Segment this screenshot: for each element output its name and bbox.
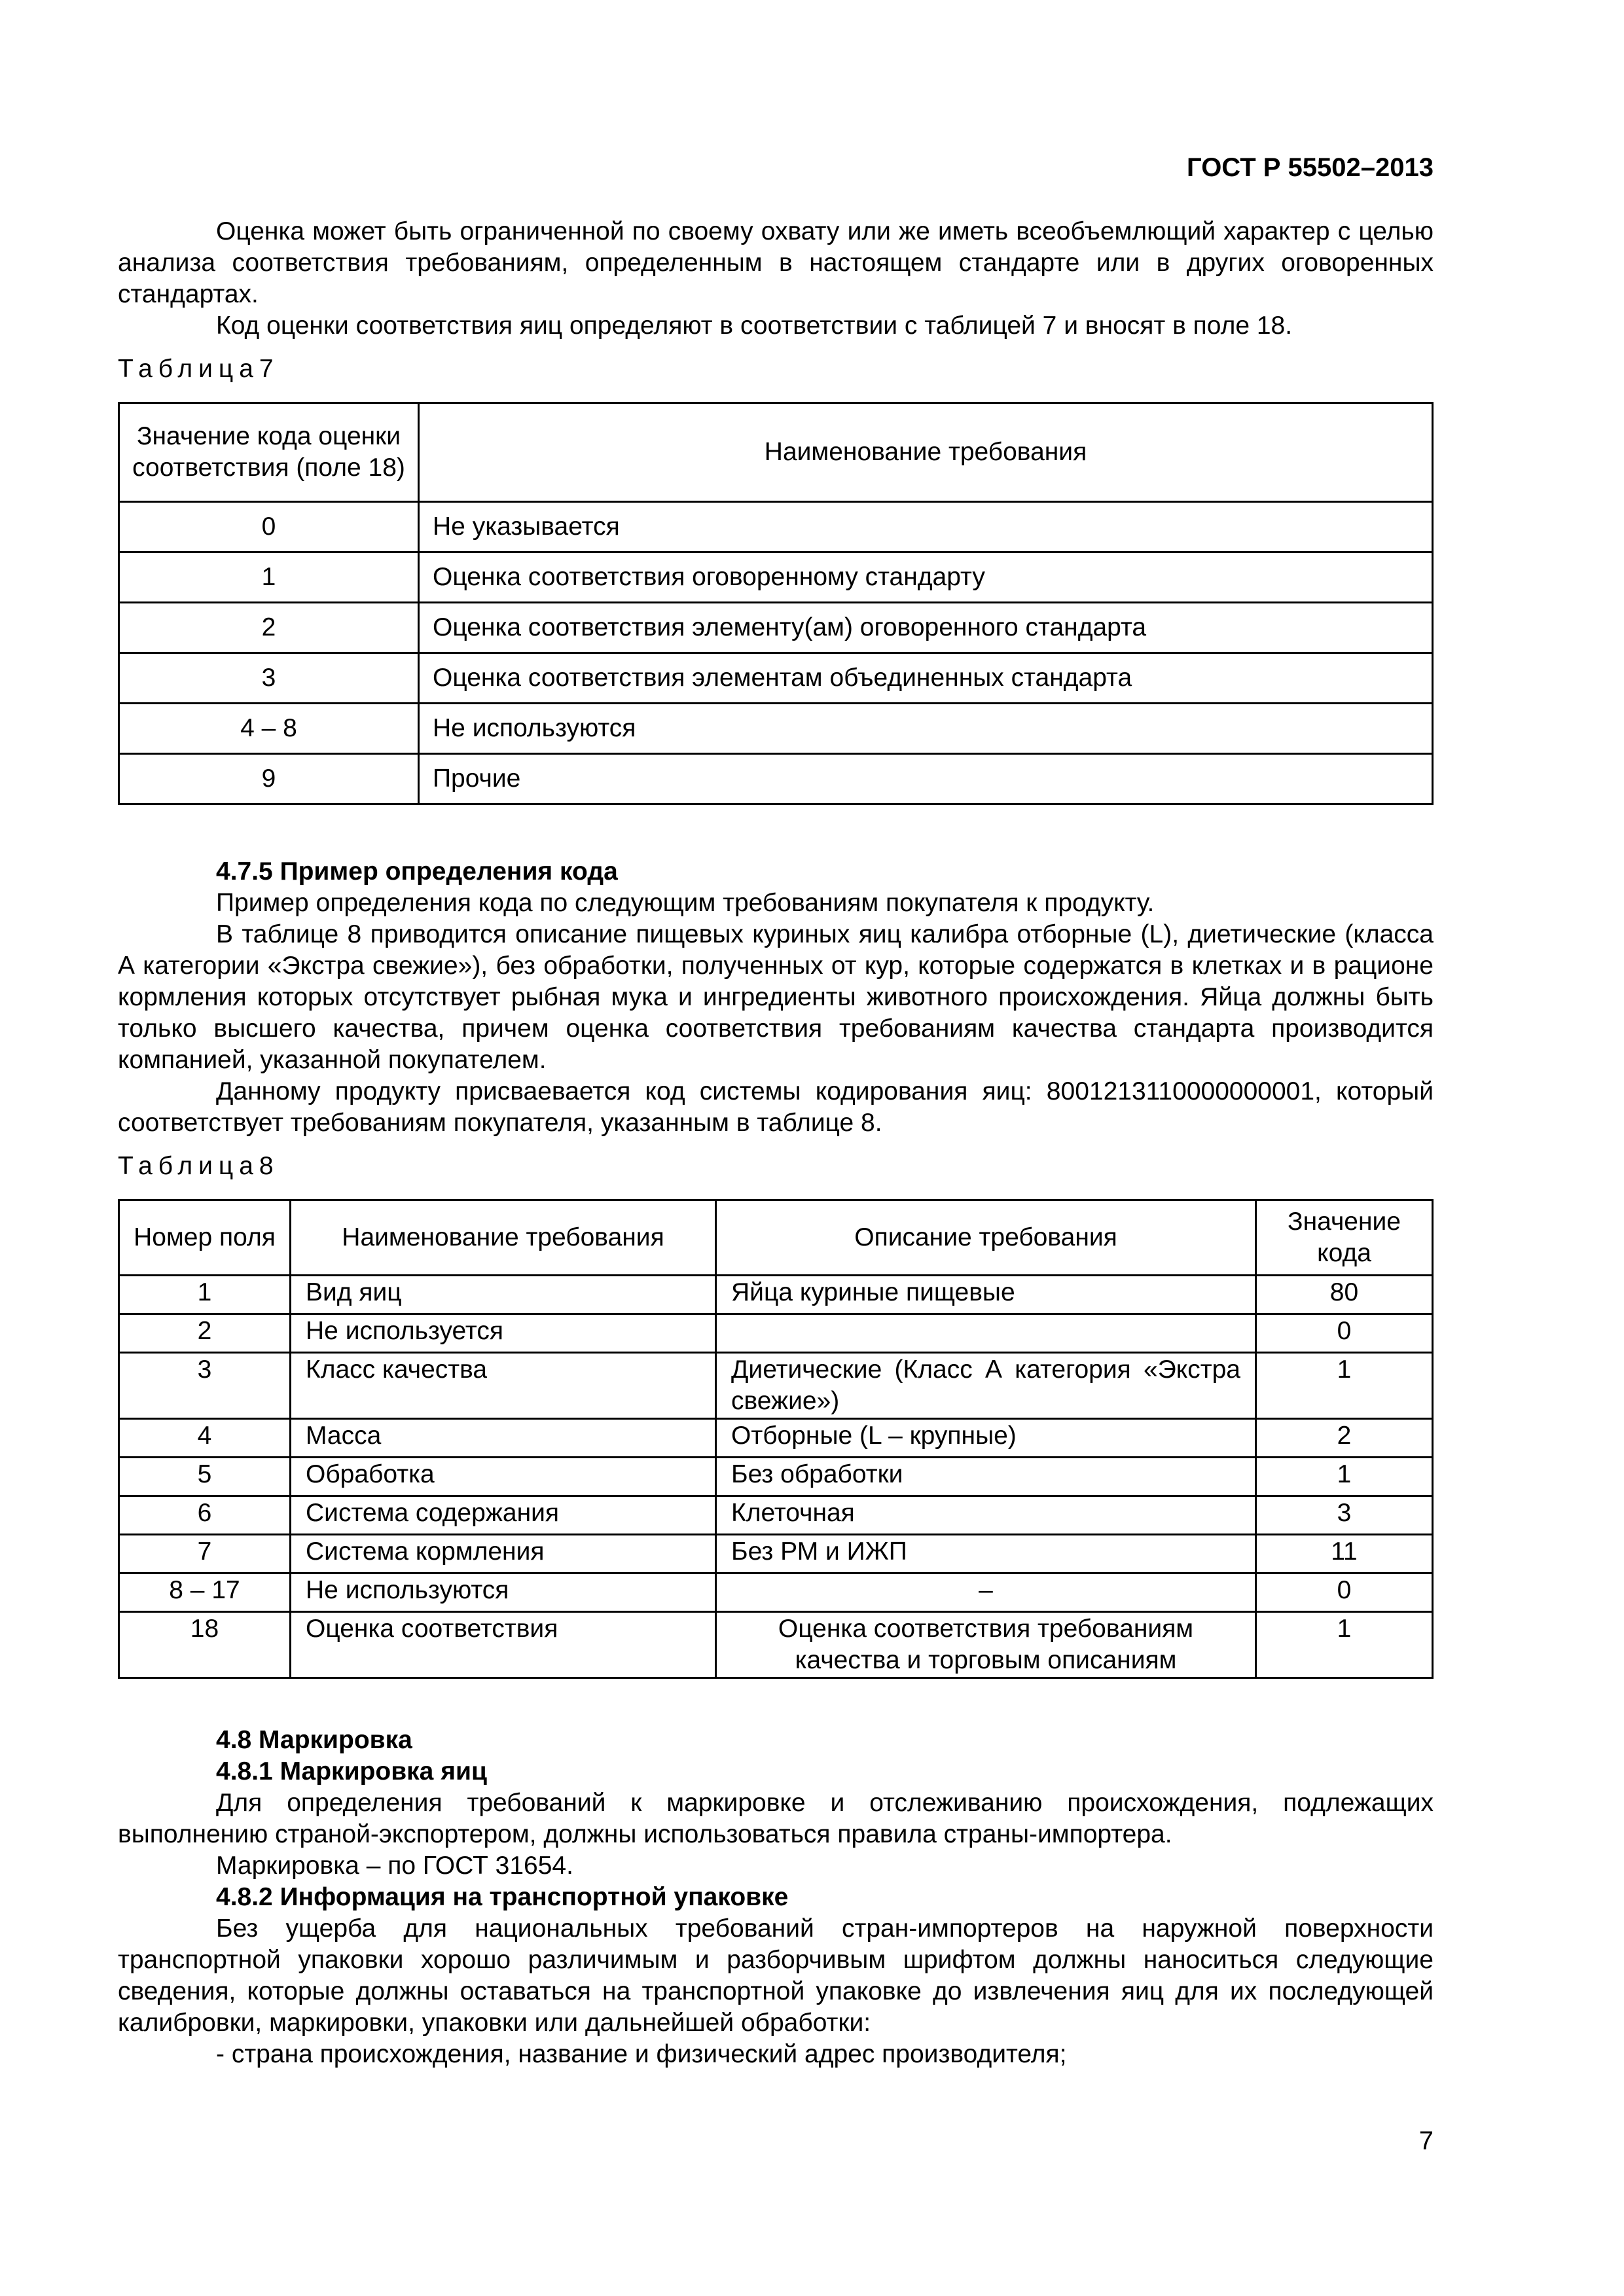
requirement-name-cell: Не используются — [419, 704, 1433, 754]
table-row — [119, 1535, 1433, 1573]
requirement-name-cell: Оценка соответствия — [291, 1612, 716, 1678]
field-number-cell: 2 — [119, 1314, 291, 1353]
list-item: - страна происхождения, название и физический адрес производителя; — [216, 2040, 1067, 2068]
code-value-cell: 3 — [119, 653, 419, 704]
code-value-cell: 0 — [1256, 1314, 1433, 1353]
code-value-cell: 11 — [1256, 1535, 1433, 1573]
requirement-name-cell: Прочие — [419, 754, 1433, 804]
field-number-cell: 18 — [119, 1612, 291, 1678]
requirement-description-cell: Диетические (Класс А категория «Экстра свежие») — [716, 1353, 1256, 1419]
code-value-cell: 1 — [119, 552, 419, 603]
field-number-cell: 4 — [119, 1419, 291, 1458]
requirement-description-cell: Клеточная — [716, 1496, 1256, 1535]
field-number-cell: 7 — [119, 1535, 291, 1573]
code-value-cell: 4 – 8 — [119, 704, 419, 754]
table-row — [119, 1314, 1433, 1353]
document-id: ГОСТ Р 55502–2013 — [1187, 153, 1434, 182]
paragraph: Для определения требований к маркировке и отслеживанию происхождения, подлежащих выполнению страной-экспортером, должны использоваться правила страны-импортера. — [118, 1789, 1434, 1848]
subsection-title: 4.8.2 Информация на транспортной упаковке — [216, 1883, 789, 1911]
paragraph: Без ущерба для национальных требований стран-импортеров на наружной поверхности транспортной упаковки хорошо различимым и разборчивым шрифтом должны наноситься следующие сведения, которые должны оставаться на транспортной упаковке до извлечения яиц для их последующей калибровки, маркировки, упаковки или дальнейшей обработки: — [118, 1914, 1434, 2037]
requirement-name-cell: Не указывается — [419, 502, 1433, 552]
requirement-name-cell: Обработка — [291, 1458, 716, 1496]
table-row — [119, 704, 1433, 754]
field-number-cell: 8 – 17 — [119, 1573, 291, 1612]
table8-caption: Таблица8 — [118, 1152, 280, 1180]
code-value-cell: 80 — [1256, 1276, 1433, 1314]
table7 — [118, 402, 1434, 805]
requirement-description-cell: Яйца куриные пищевые — [716, 1276, 1256, 1314]
table-header-cell: Наименование требования — [291, 1200, 716, 1276]
field-number-cell: 3 — [119, 1353, 291, 1419]
table-row — [119, 1419, 1433, 1458]
table-header-cell: Описание требования — [716, 1200, 1256, 1276]
code-value-cell: 2 — [119, 603, 419, 653]
code-value-cell: 0 — [1256, 1573, 1433, 1612]
code-value-cell: 0 — [119, 502, 419, 552]
page-content — [118, 147, 1434, 2070]
table-row — [119, 1612, 1433, 1678]
requirement-name-cell: Не используется — [291, 1314, 716, 1353]
requirement-name-cell: Вид яиц — [291, 1276, 716, 1314]
requirement-description-cell — [716, 1314, 1256, 1353]
page-number: 7 — [1418, 2126, 1434, 2155]
table-header-row — [119, 1200, 1433, 1276]
table-row — [119, 1496, 1433, 1535]
requirement-description-cell: Оценка соответствия требованиям качества и торговым описаниям — [716, 1612, 1256, 1678]
table-row — [119, 552, 1433, 603]
paragraph: Данному продукту присваевается код системы кодирования яиц: 8001213110000000001, который соответствует требованиям покупателя, указанным в таблице 8. — [118, 1077, 1434, 1137]
table-header-row — [119, 403, 1433, 502]
table-row — [119, 1353, 1433, 1419]
requirement-description-cell: – — [716, 1573, 1256, 1612]
table-row — [119, 603, 1433, 653]
requirement-name-cell: Система содержания — [291, 1496, 716, 1535]
section-title: 4.7.5 Пример определения кода — [216, 857, 618, 886]
table-header-cell: Значение кода оценки соответствия (поле 18) — [119, 403, 419, 502]
requirement-name-cell: Масса — [291, 1419, 716, 1458]
table-row — [119, 1573, 1433, 1612]
intro-paragraph: Оценка может быть ограниченной по своему охвату или же иметь всеобъемлющий характер с целью анализа соответствия требованиям, определенным в настоящем стандарте или в других оговоренных стандартах. — [118, 217, 1434, 308]
table-header-cell: Наименование требования — [419, 403, 1433, 502]
field-number-cell: 1 — [119, 1276, 291, 1314]
requirement-name-cell: Класс качества — [291, 1353, 716, 1419]
code-value-cell: 1 — [1256, 1612, 1433, 1678]
table8 — [118, 1199, 1434, 1679]
section-title: 4.8 Маркировка — [216, 1726, 412, 1754]
requirement-description-cell: Отборные (L – крупные) — [716, 1419, 1256, 1458]
requirement-name-cell: Оценка соответствия оговоренному стандарту — [419, 552, 1433, 603]
field-number-cell: 5 — [119, 1458, 291, 1496]
paragraph: Пример определения кода по следующим требованиям покупателя к продукту. — [216, 889, 1155, 917]
requirement-name-cell: Система кормления — [291, 1535, 716, 1573]
code-value-cell: 2 — [1256, 1419, 1433, 1458]
requirement-name-cell: Оценка соответствия элементам объединенных стандарта — [419, 653, 1433, 704]
table-row — [119, 1276, 1433, 1314]
table-row — [119, 754, 1433, 804]
subsection-title: 4.8.1 Маркировка яиц — [216, 1757, 487, 1785]
requirement-description-cell: Без РМ и ИЖП — [716, 1535, 1256, 1573]
table-header-cell: Номер поля — [119, 1200, 291, 1276]
code-value-cell: 1 — [1256, 1353, 1433, 1419]
field-number-cell: 6 — [119, 1496, 291, 1535]
table-header-cell: Значение кода — [1256, 1200, 1433, 1276]
table7-caption: Таблица7 — [118, 355, 280, 383]
code-value-cell: 3 — [1256, 1496, 1433, 1535]
code-value-cell: 9 — [119, 754, 419, 804]
paragraph: Маркировка – по ГОСТ 31654. — [216, 1852, 573, 1880]
table-row — [119, 653, 1433, 704]
requirement-name-cell: Не используются — [291, 1573, 716, 1612]
requirement-name-cell: Оценка соответствия элементу(ам) оговоренного стандарта — [419, 603, 1433, 653]
table-row — [119, 502, 1433, 552]
intro-paragraph: Код оценки соответствия яиц определяют в соответствии с таблицей 7 и вносят в поле 18. — [216, 312, 1293, 340]
requirement-description-cell: Без обработки — [716, 1458, 1256, 1496]
paragraph: В таблице 8 приводится описание пищевых куриных яиц калибра отборные (L), диетические (класса А категории «Экстра свежие»), без обработки, полученных от кур, которые содержатся в клетках и в рационе кормления которых отсутствует рыбная мука и ингредиенты животного происхождения. Яйца должны быть только высшего качества, причем оценка соответствия требованиям качества стандарта производится компанией, указанной покупателем. — [118, 920, 1434, 1074]
code-value-cell: 1 — [1256, 1458, 1433, 1496]
table-row — [119, 1458, 1433, 1496]
